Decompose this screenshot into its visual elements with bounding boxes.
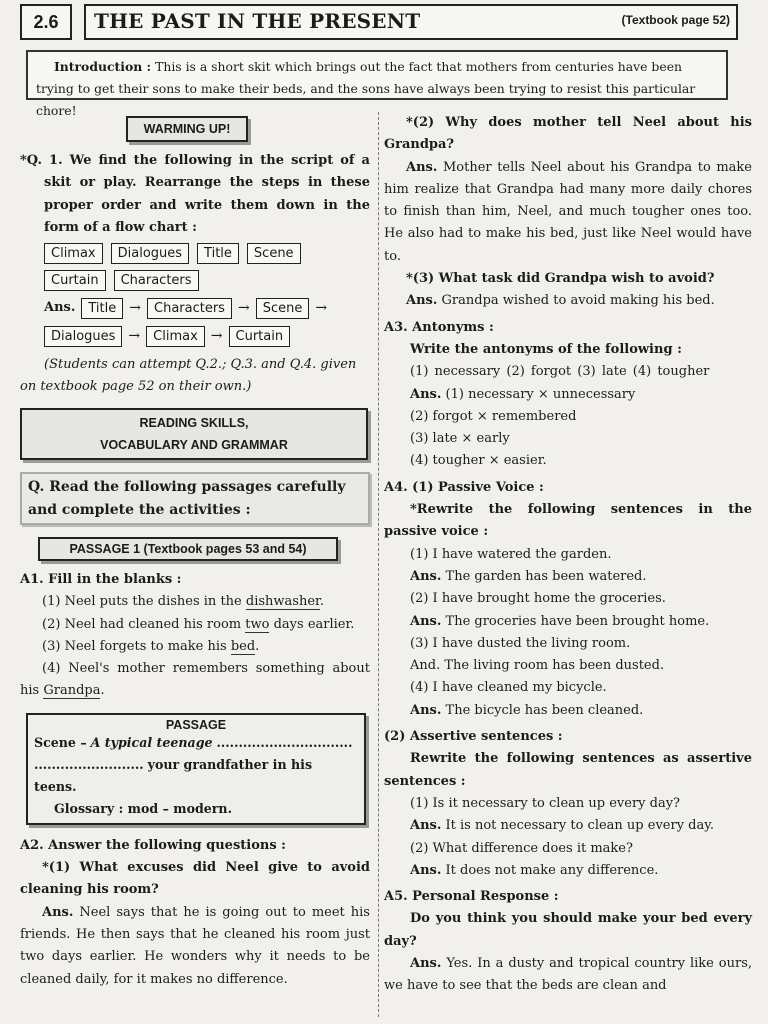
passage-heading: PASSAGE: [165, 717, 227, 732]
a3-words: (1) necessary (2) forgot (3) late (4) tougher: [410, 364, 710, 380]
flow-climax: Climax: [146, 326, 205, 347]
arrow-icon: →: [237, 300, 250, 317]
a4-q2: (2) I have brought home the groceries.: [410, 591, 666, 607]
arrow-icon: →: [128, 328, 141, 345]
chip-characters: Characters: [114, 270, 199, 291]
step-chips: [20, 243, 354, 291]
textbook-page-ref: (Textbook page 52): [621, 13, 730, 27]
a4-a3: And. The living room has been dusted.: [410, 658, 665, 674]
scene-line: Scene – A typical teenage ...............................: [34, 734, 353, 750]
q1-text: We find the following in the script of a skit or play. Rearrange the steps in these proper order and write them down in the form of a flow chart :: [44, 153, 370, 235]
a5-heading: A5. Personal Response :: [384, 889, 559, 905]
a1-heading: A1. Fill in the blanks :: [20, 571, 182, 587]
chip-scene: Scene: [247, 243, 301, 264]
section-title-box: [84, 4, 738, 40]
a4-heading: A4. (1) Passive Voice :: [384, 479, 544, 495]
a2-answer-3: Ans. Grandpa wished to avoid making his bed.: [406, 293, 715, 309]
scene-line-2: ......................... your grandfather in his teens.: [34, 756, 313, 794]
a3-answer-4: (4) tougher × easier.: [410, 453, 547, 469]
a2-answer-2: Ans. Mother tells Neel about his Grandpa to make him realize that Grandpa had many more daily chores to finish than him, Neel, and much tougher ones too. He also had to make his bed, just like Neel would have to.: [384, 159, 752, 264]
section-number: 2.6: [20, 4, 72, 40]
assertive-a2: Ans. It does not make any difference.: [410, 862, 659, 878]
left-column: [20, 112, 370, 991]
chip-dialogues: Dialogues: [111, 243, 189, 264]
a1-item-2: (2) Neel had cleaned his room two days earlier.: [42, 616, 355, 632]
a1-item-1: (1) Neel puts the dishes in the dishwasher.: [42, 594, 324, 610]
right-column: [384, 112, 752, 998]
introduction-box: [26, 50, 728, 118]
read-passages-instruction-box: [20, 472, 370, 525]
reading-skills-heading: [20, 408, 368, 460]
q1: [20, 150, 370, 239]
a4-a1: Ans. The garden has been watered.: [410, 568, 647, 584]
flow-chart-answer: [20, 297, 370, 348]
assertive-a1: Ans. It is not necessary to clean up every day.: [410, 818, 715, 834]
a2-answer-1: Ans. Neel says that he is going out to meet his friends. He then says that he cleaned his room just two days earlier. He wonders why it needs to be cleaned daily, for it makes no difference.: [20, 904, 370, 987]
warming-up-heading: WARMING UP!: [126, 116, 248, 142]
section-title: THE PAST IN THE PRESENT: [94, 9, 421, 33]
arrow-icon: →: [129, 300, 141, 317]
flow-title: Title: [81, 298, 123, 319]
arrow-icon: →: [210, 328, 223, 345]
a4-a4: Ans. The bicycle has been cleaned.: [410, 702, 644, 718]
assertive-q1: (1) Is it necessary to clean up every day?: [410, 795, 681, 811]
a5-answer: Ans. Yes. In a dusty and tropical country like ours, we have to see that the beds are clean and: [384, 955, 752, 994]
textbook-note: (Students can attempt Q.2.; Q.3. and Q.4. given on textbook page 52 on their own.): [20, 356, 357, 395]
a1-item-4: (4) Neel's mother remembers something about his Grandpa.: [20, 661, 370, 699]
a3-instruction: Write the antonyms of the following :: [410, 341, 682, 357]
a2-question-2: *(2) Why does mother tell Neel about his Grandpa?: [384, 115, 752, 153]
chip-title: Title: [197, 243, 239, 264]
passage1-heading: PASSAGE 1 (Textbook pages 53 and 54): [38, 537, 338, 561]
chip-climax: Climax: [44, 243, 103, 264]
flow-scene: Scene: [256, 298, 310, 319]
flow-dialogues: Dialogues: [44, 326, 122, 347]
chip-curtain: Curtain: [44, 270, 106, 291]
a3-heading: A3. Antonyms :: [384, 319, 494, 335]
a4-instruction: *Rewrite the following sentences in the passive voice :: [384, 502, 752, 540]
section-header: [20, 2, 736, 40]
glossary: Glossary : mod – modern.: [54, 800, 232, 816]
intro-text: This is a short skit which brings out the fact that mothers from centuries have been trying to get their sons to make their beds, and the sons have always been trying to resist this particular chore!: [36, 59, 696, 118]
assertive-instruction: Rewrite the following sentences as assertive sentences :: [384, 751, 752, 789]
a4-a2: Ans. The groceries have been brought home.: [410, 613, 710, 629]
a2-heading: A2. Answer the following questions :: [20, 837, 286, 853]
assertive-heading: (2) Assertive sentences :: [384, 729, 563, 745]
a3-answer-2: (2) forgot × remembered: [410, 408, 577, 424]
a4-q1: (1) I have watered the garden.: [410, 546, 612, 562]
ans-label: Ans.: [44, 300, 76, 316]
read-passages-instruction: Q. Read the following passages carefully and complete the activities :: [28, 479, 346, 518]
passage-box: [26, 713, 366, 825]
a1-item-3: (3) Neel forgets to make his bed.: [42, 638, 260, 654]
intro-label: Introduction :: [54, 59, 152, 74]
a2-question-1: *(1) What excuses did Neel give to avoid cleaning his room?: [20, 860, 370, 898]
assertive-q2: (2) What difference does it make?: [410, 840, 633, 856]
a4-q4: (4) I have cleaned my bicycle.: [410, 680, 607, 696]
a5-question: Do you think you should make your bed every day?: [384, 911, 752, 949]
a2-question-3: *(3) What task did Grandpa wish to avoid?: [406, 271, 715, 287]
flow-curtain: Curtain: [229, 326, 291, 347]
column-divider: [378, 112, 379, 1017]
q1-label: *Q. 1.: [20, 153, 63, 168]
reading-skills-line2: VOCABULARY AND GRAMMAR: [100, 438, 288, 453]
a3-answer-3: (3) late × early: [410, 431, 510, 447]
arrow-icon: →: [315, 300, 328, 317]
reading-skills-line1: READING SKILLS,: [139, 416, 249, 431]
a3-answer-1: Ans. (1) necessary × unnecessary: [410, 386, 636, 402]
flow-characters: Characters: [147, 298, 232, 319]
a4-q3: (3) I have dusted the living room.: [410, 635, 631, 651]
